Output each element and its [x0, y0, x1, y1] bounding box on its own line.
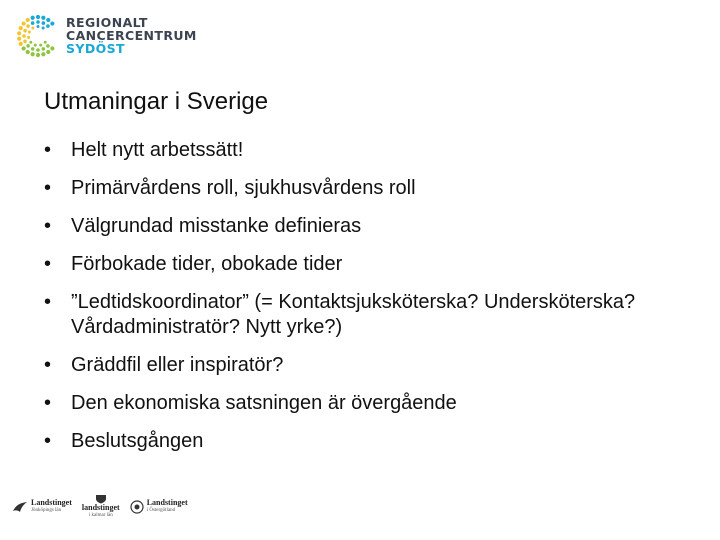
bullet-item	[44, 138, 684, 163]
bullet-item	[44, 290, 684, 340]
logo-dot	[36, 48, 40, 52]
logo-dot	[41, 52, 45, 56]
logo-dot	[36, 15, 40, 19]
logo-dot	[46, 50, 50, 54]
logo-dot	[31, 52, 35, 56]
logo-dot	[17, 31, 21, 35]
logo-line-3: SYDÖST	[66, 41, 125, 56]
bullet-dot: •	[44, 291, 52, 313]
bullet-text: Helt nytt arbetssätt!	[71, 139, 244, 161]
footer-logo-ostergotland	[130, 499, 188, 515]
bullet-item	[44, 214, 684, 239]
bullet-item	[44, 252, 684, 277]
logo-dot	[42, 47, 46, 51]
crest-icon	[130, 499, 144, 515]
bullet-text: Beslutsgången	[71, 430, 204, 452]
logo-dot	[46, 24, 50, 28]
logo-dot	[46, 18, 50, 22]
bullet-dot: •	[44, 215, 52, 237]
logo-dot	[19, 26, 23, 30]
footer-logo-name: landstinget	[81, 503, 120, 512]
logo-dot	[31, 47, 35, 51]
footer-logo-name: Landstinget	[146, 498, 188, 507]
logo-dot	[44, 41, 47, 44]
logo-dot	[26, 50, 30, 54]
bullet-text: Välgrundad misstanke definieras	[71, 215, 362, 237]
footer-logo-jonkoping	[12, 499, 72, 515]
logo-dot	[50, 21, 54, 25]
bullet-list	[44, 138, 684, 467]
footer-logo-sub: Jönköpings län	[31, 508, 62, 513]
logo-dot	[37, 25, 40, 28]
bullet-dot: •	[44, 139, 52, 161]
rcc-logo	[16, 14, 197, 58]
bullet-dot: •	[44, 253, 52, 275]
logo-dot	[41, 16, 45, 20]
logo-dot	[26, 24, 30, 28]
logo-dot	[23, 29, 27, 33]
logo-dot	[42, 21, 46, 25]
logo-dot	[22, 21, 26, 25]
logo-dot	[23, 40, 27, 44]
logo-dot	[27, 36, 30, 39]
slide-title: Utmaningar i Sverige	[44, 88, 269, 115]
logo-dot	[36, 53, 40, 57]
logo-line-1: REGIONALT	[66, 15, 148, 30]
footer-logo-sub: i kalmar län	[88, 513, 113, 518]
logo-dot	[22, 46, 26, 50]
bird-icon	[12, 500, 28, 514]
footer-logo-kalmar	[82, 494, 120, 520]
logo-dot	[34, 44, 37, 47]
footer-logos	[12, 494, 188, 520]
bullet-dot: •	[44, 430, 52, 452]
bullet-text: Den ekonomiska satsningen är övergående	[71, 392, 457, 414]
bullet-dot: •	[44, 354, 52, 376]
bullet-item	[44, 176, 684, 201]
logo-dot	[31, 21, 35, 25]
logo-dot	[36, 20, 40, 24]
bullet-text: ”Ledtidskoordinator” (= Kontaktsjuksköterska? Undersköterska? Vårdadministratör? Nytt yrke?)	[71, 291, 636, 338]
logo-dot	[26, 18, 30, 22]
logo-dot	[29, 41, 32, 44]
bullet-text: Förbokade tider, obokade tider	[71, 253, 343, 275]
logo-dot	[19, 42, 23, 46]
bullet-text: Primärvårdens roll, sjukhusvårdens roll	[71, 177, 416, 199]
logo-dot	[31, 27, 34, 30]
logo-dot	[39, 44, 42, 47]
rcc-logo-text	[66, 16, 197, 55]
bullet-item	[44, 353, 684, 378]
logo-dot	[17, 37, 21, 41]
logo-dot	[31, 16, 35, 20]
footer-logo-name: Landstinget	[31, 498, 72, 507]
logo-dot	[46, 44, 50, 48]
bullet-dot: •	[44, 392, 52, 414]
bullet-dot: •	[44, 177, 52, 199]
rcc-dot-circle-icon	[16, 14, 60, 58]
bullet-item	[44, 391, 684, 416]
logo-dot	[28, 31, 31, 34]
bullet-item	[44, 429, 684, 454]
logo-dot	[22, 34, 26, 38]
bullet-text: Gräddfil eller inspiratör?	[71, 354, 284, 376]
logo-dot	[26, 44, 30, 48]
logo-dot	[42, 27, 45, 30]
footer-logo-sub: i Östergötland	[146, 508, 176, 513]
logo-dot	[50, 46, 54, 50]
logo-line-2: CANCERCENTRUM	[66, 28, 197, 43]
